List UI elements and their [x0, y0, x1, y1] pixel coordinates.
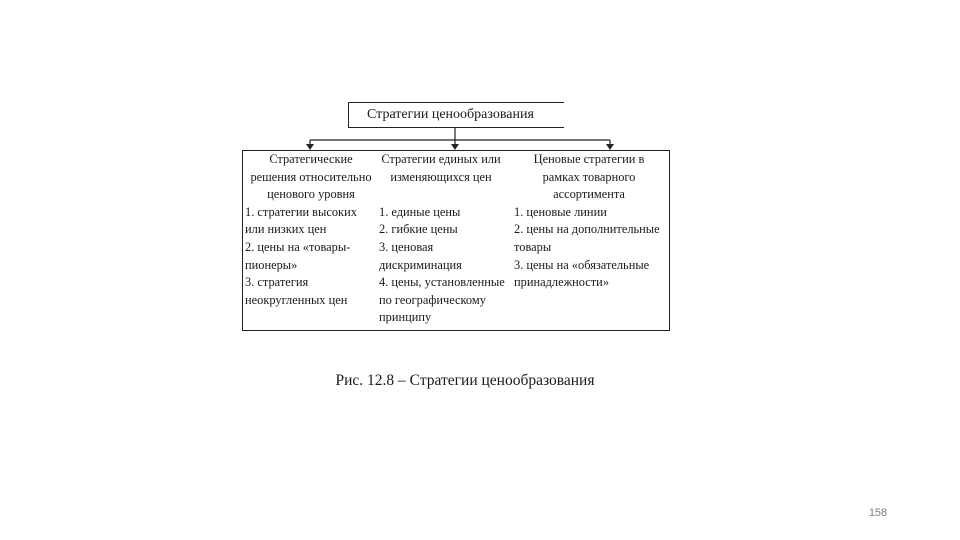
list-item: принадлежности» [514, 275, 610, 290]
list-item: 1. стратегии высоких [245, 204, 357, 219]
list-item: 4. цены, установленные [379, 275, 505, 290]
column-uniform-prices [379, 151, 517, 327]
list-item: дискриминация [379, 257, 462, 272]
heading-line: ассортимента [553, 187, 625, 202]
page-number: 158 [868, 507, 888, 519]
heading-line: решения относительно [250, 169, 372, 184]
heading-line: Ценовые стратегии в [533, 152, 645, 166]
list-item: 2. гибкие цены [379, 222, 458, 237]
list-item: неокругленных цен [245, 292, 348, 307]
list-item: принципу [379, 310, 432, 325]
list-item: товары [514, 239, 552, 254]
list-item: по географическому [379, 292, 486, 307]
column-heading [379, 151, 503, 186]
list-item: 2. цены на «товары- [245, 239, 351, 254]
list-item: пионеры» [245, 257, 298, 272]
list-item: или низких цен [245, 222, 327, 237]
figure-caption: Рис. 12.8 – Стратегии ценообразования [335, 372, 595, 389]
list-item: 2. цены на дополнительные [514, 222, 660, 237]
list-item: 1. ценовые линии [514, 204, 607, 219]
list-item: 1. единые цены [379, 204, 461, 219]
column-price-level [245, 151, 383, 309]
column-heading [245, 151, 377, 204]
root-node-label: Стратегии ценообразования [367, 107, 534, 122]
heading-line: Стратегические [269, 152, 353, 166]
root-node [348, 102, 564, 128]
heading-line: ценового уровня [267, 187, 355, 202]
column-assortment [514, 151, 669, 292]
list-item: 3. ценовая [379, 239, 434, 254]
heading-line: изменяющихся цен [390, 169, 492, 184]
heading-line: рамках товарного [542, 169, 636, 184]
column-heading [514, 151, 664, 204]
list-item: 3. стратегия [245, 275, 309, 290]
heading-line: Стратегии единых или [381, 152, 501, 166]
list-item: 3. цены на «обязательные [514, 257, 650, 272]
